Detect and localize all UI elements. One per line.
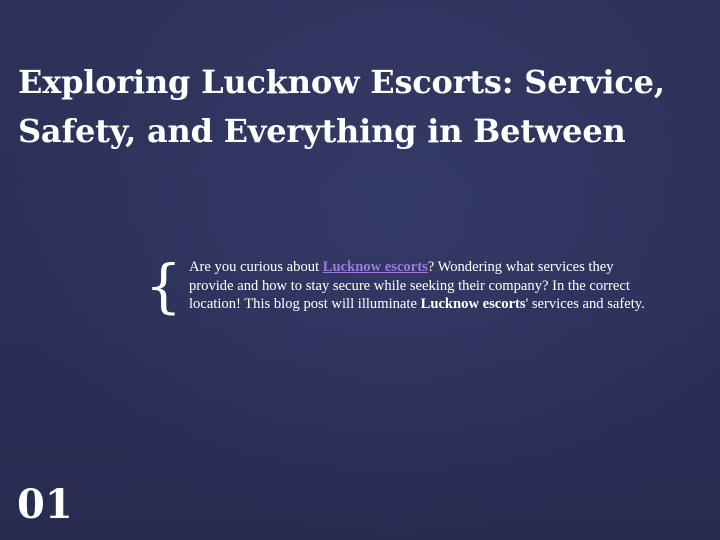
slide-title: Exploring Lucknow Escorts: Service, Safety, and Everything in Between: [18, 63, 665, 150]
intro-bold-text: Lucknow escorts: [420, 296, 526, 312]
intro-text-part1: Are you curious about: [189, 259, 323, 275]
intro-text-part2: ? Wondering what services they provide and how to stay secure while seeking their company? In the correct location! This blog post will illuminate: [189, 259, 630, 312]
intro-paragraph: [189, 258, 649, 314]
lucknow-escorts-link[interactable]: Lucknow escorts: [322, 259, 428, 275]
intro-text-part3: ' services and safety.: [525, 296, 645, 312]
slide-number: 01: [17, 481, 73, 528]
brace-decoration: {: [145, 252, 182, 320]
